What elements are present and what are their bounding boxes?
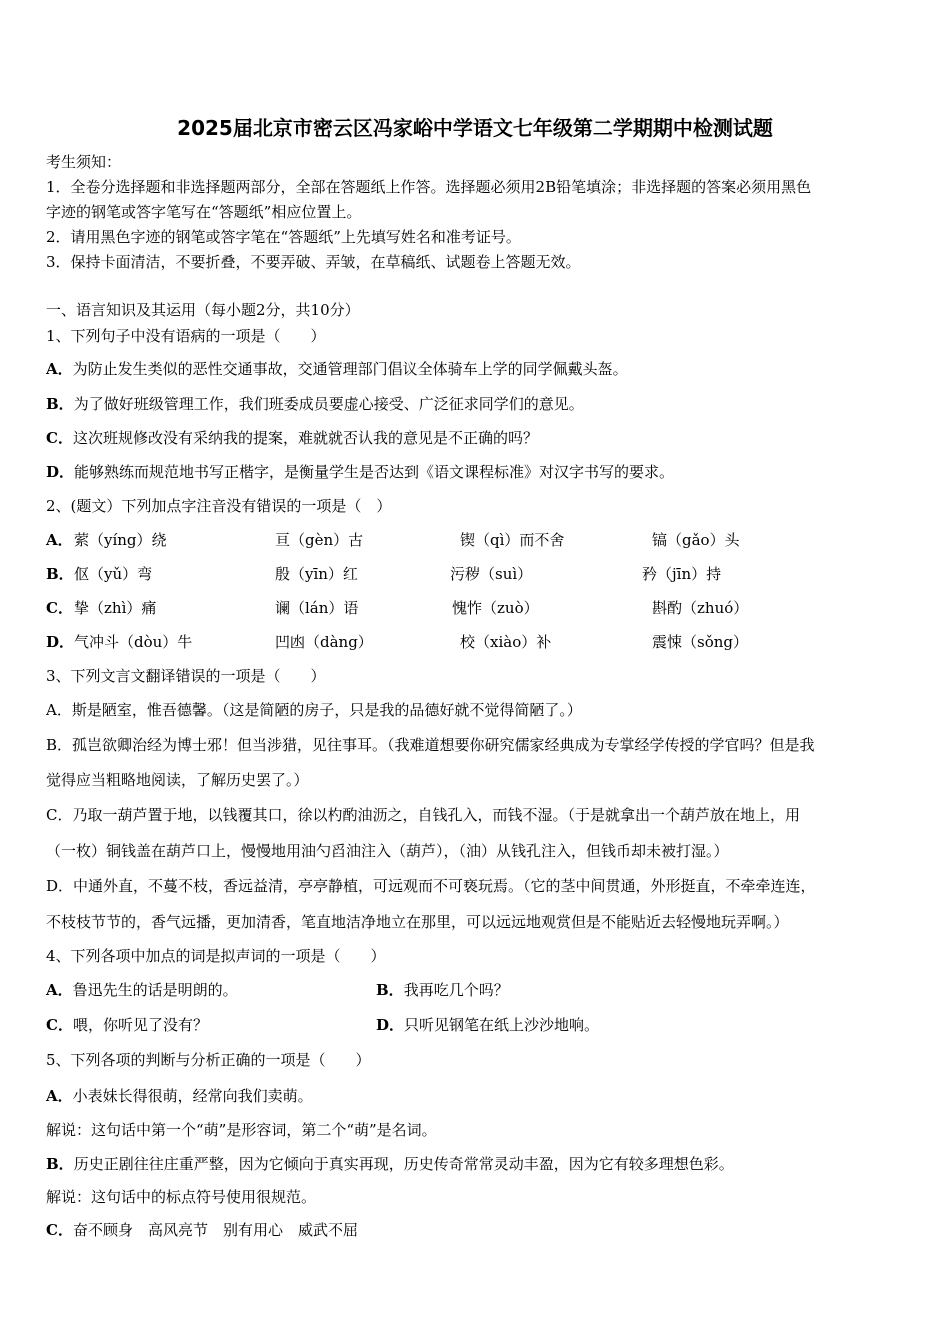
q2-cell: 污秽（suì） bbox=[450, 565, 533, 583]
option-label: A． bbox=[46, 981, 73, 999]
question-2-stem: 2、(题文）下列加点字注音没有错误的一项是（ ） bbox=[46, 497, 392, 515]
option-text: 为了做好班级管理工作，我们班委成员要虚心接受、广泛征求同学们的意见。 bbox=[73, 395, 584, 413]
q3-option-b: B．孤岂欲卿治经为博士邪！但当涉猎，见往事耳。（我难道想要你研究儒家经典成为专掌经学传授的学官吗？但是我 bbox=[46, 736, 815, 754]
q2-row-label: A． bbox=[46, 531, 73, 549]
q1-option-c bbox=[46, 428, 910, 448]
q2-cell: 斟酌（zhuó） bbox=[652, 599, 749, 617]
q2-cell: 萦（yíng）绕 bbox=[74, 531, 167, 549]
notice-line: 1．全卷分选择题和非选择题两部分，全部在答题纸上作答。选择题必须用2B铅笔填涂；非选择题的答案必须用黑色 bbox=[46, 178, 812, 196]
q4-option-d bbox=[376, 1015, 599, 1035]
q2-cell: 矜（jīn）持 bbox=[642, 565, 722, 583]
question-5-stem: 5、下列各项的判断与分析正确的一项是（ ） bbox=[46, 1051, 371, 1069]
option-text: 历史正剧往往庄重严整，因为它倾向于真实再现，历史传奇常常灵动丰盈，因为它有较多理想色彩。 bbox=[73, 1155, 734, 1173]
q2-cell: 亘（gèn）古 bbox=[275, 531, 364, 549]
q2-cell: 镐（gǎo）头 bbox=[652, 531, 740, 549]
q2-cell: 伛（yǔ）弯 bbox=[74, 565, 153, 583]
q2-cell: 震悚（sǒng） bbox=[652, 633, 748, 651]
question-4-stem: 4、下列各项中加点的词是拟声词的一项是（ ） bbox=[46, 947, 386, 965]
q5-option-a-explanation: 解说：这句话中第一个“萌”是形容词，第二个“萌”是名词。 bbox=[46, 1121, 437, 1139]
option-label: A． bbox=[46, 360, 73, 378]
notice-heading: 考生须知： bbox=[46, 153, 122, 171]
q2-cell: 气冲斗（dòu）牛 bbox=[74, 633, 193, 651]
option-label: C． bbox=[46, 1221, 73, 1239]
option-text: 只听见钢笔在纸上沙沙地响。 bbox=[404, 1016, 600, 1034]
notice-line: 字迹的钢笔或答字笔写在“答题纸”相应位置上。 bbox=[46, 203, 362, 221]
option-text: 小表妹长得很萌，经常向我们卖萌。 bbox=[72, 1087, 313, 1105]
q3-option-d: D．中通外直，不蔓不枝，香远益清，亭亭静植，可远观而不可亵玩焉。（它的茎中间贯通，外形挺直，不牵牵连连， bbox=[46, 877, 816, 895]
option-label: C． bbox=[46, 429, 73, 447]
q2-cell: 谰（lán）语 bbox=[275, 599, 359, 617]
option-label: A． bbox=[46, 1087, 73, 1105]
q1-option-b bbox=[46, 394, 910, 414]
q2-row-label: C． bbox=[46, 599, 73, 617]
question-3-stem: 3、下列文言文翻译错误的一项是（ ） bbox=[46, 667, 326, 685]
q5-option-b bbox=[46, 1154, 910, 1174]
option-text: 为防止发生类似的恶性交通事故，交通管理部门倡议全体骑车上学的同学佩戴头盔。 bbox=[72, 360, 628, 378]
q2-cell: 凹凼（dàng） bbox=[275, 633, 373, 651]
q3-option-b-cont: 觉得应当粗略地阅读，了解历史罢了。） bbox=[46, 771, 309, 789]
q1-option-d bbox=[46, 462, 910, 482]
option-text: 喂，你听见了没有？ bbox=[72, 1016, 208, 1034]
q5-option-a bbox=[46, 1086, 910, 1106]
notice-line: 3．保持卡面清洁，不要折叠，不要弄破、弄皱，在草稿纸、试题卷上答题无效。 bbox=[46, 253, 581, 271]
q2-cell: 挚（zhì）痛 bbox=[74, 599, 157, 617]
q5-option-b-explanation: 解说：这句话中的标点符号使用很规范。 bbox=[46, 1188, 317, 1206]
q2-cell: 锲（qì）而不舍 bbox=[460, 531, 565, 549]
option-label: B． bbox=[46, 395, 74, 413]
q3-option-d-cont: 不枝枝节节的，香气远播，更加清香，笔直地洁净地立在那里，可以远远地观赏但是不能贴近去轻慢地玩弄啊。） bbox=[46, 913, 789, 931]
option-label: D． bbox=[46, 463, 75, 481]
option-label: B． bbox=[376, 981, 404, 999]
q2-row-label: D． bbox=[46, 633, 75, 651]
question-1-stem: 1、下列句子中没有语病的一项是（ ） bbox=[46, 327, 326, 345]
q3-option-c: C．乃取一葫芦置于地，以钱覆其口，徐以杓酌油沥之，自钱孔入，而钱不湿。（于是就拿出一个葫芦放在地上，用 bbox=[46, 806, 800, 824]
q4-option-b bbox=[376, 980, 509, 1000]
q2-cell: 愧怍（zuò） bbox=[452, 599, 539, 617]
q3-option-a: A．斯是陋室，惟吾德馨。（这是简陋的房子，只是我的品德好就不觉得简陋了。） bbox=[46, 701, 582, 719]
q1-option-a bbox=[46, 359, 910, 379]
option-label: D． bbox=[376, 1016, 405, 1034]
notice-line: 2．请用黑色字迹的钢笔或答字笔在“答题纸”上先填写姓名和准考证号。 bbox=[46, 228, 521, 246]
option-text: 这次班规修改没有采纳我的提案，难就就否认我的意见是不正确的吗？ bbox=[72, 429, 538, 447]
q2-cell: 殷（yīn）红 bbox=[275, 565, 358, 583]
exam-title: 2025届北京市密云区冯家峪中学语文七年级第二学期期中检测试题 bbox=[177, 116, 773, 140]
section-heading: 一、语言知识及其运用（每小题2分，共10分） bbox=[46, 301, 360, 319]
q3-option-c-cont: （一枚）铜钱盖在葫芦口上，慢慢地用油勺舀油注入（葫芦），（油）从钱孔注入，但钱币却未被打湿。） bbox=[46, 842, 729, 860]
option-text: 能够熟练而规范地书写正楷字，是衡量学生是否达到《语文课程标准》对汉字书写的要求。 bbox=[74, 463, 675, 481]
q4-option-a bbox=[46, 980, 238, 1000]
q5-option-c bbox=[46, 1220, 910, 1240]
q4-option-c bbox=[46, 1015, 208, 1035]
option-text: 鲁迅先生的话是明朗的。 bbox=[72, 981, 238, 999]
q2-row-label: B． bbox=[46, 565, 74, 583]
option-text: 我再吃几个吗？ bbox=[403, 981, 509, 999]
option-label: C． bbox=[46, 1016, 73, 1034]
q2-cell: 校（xiào）补 bbox=[460, 633, 552, 651]
option-label: B． bbox=[46, 1155, 74, 1173]
option-text: 奋不顾身 高风亮节 别有用心 威武不屈 bbox=[72, 1221, 358, 1239]
